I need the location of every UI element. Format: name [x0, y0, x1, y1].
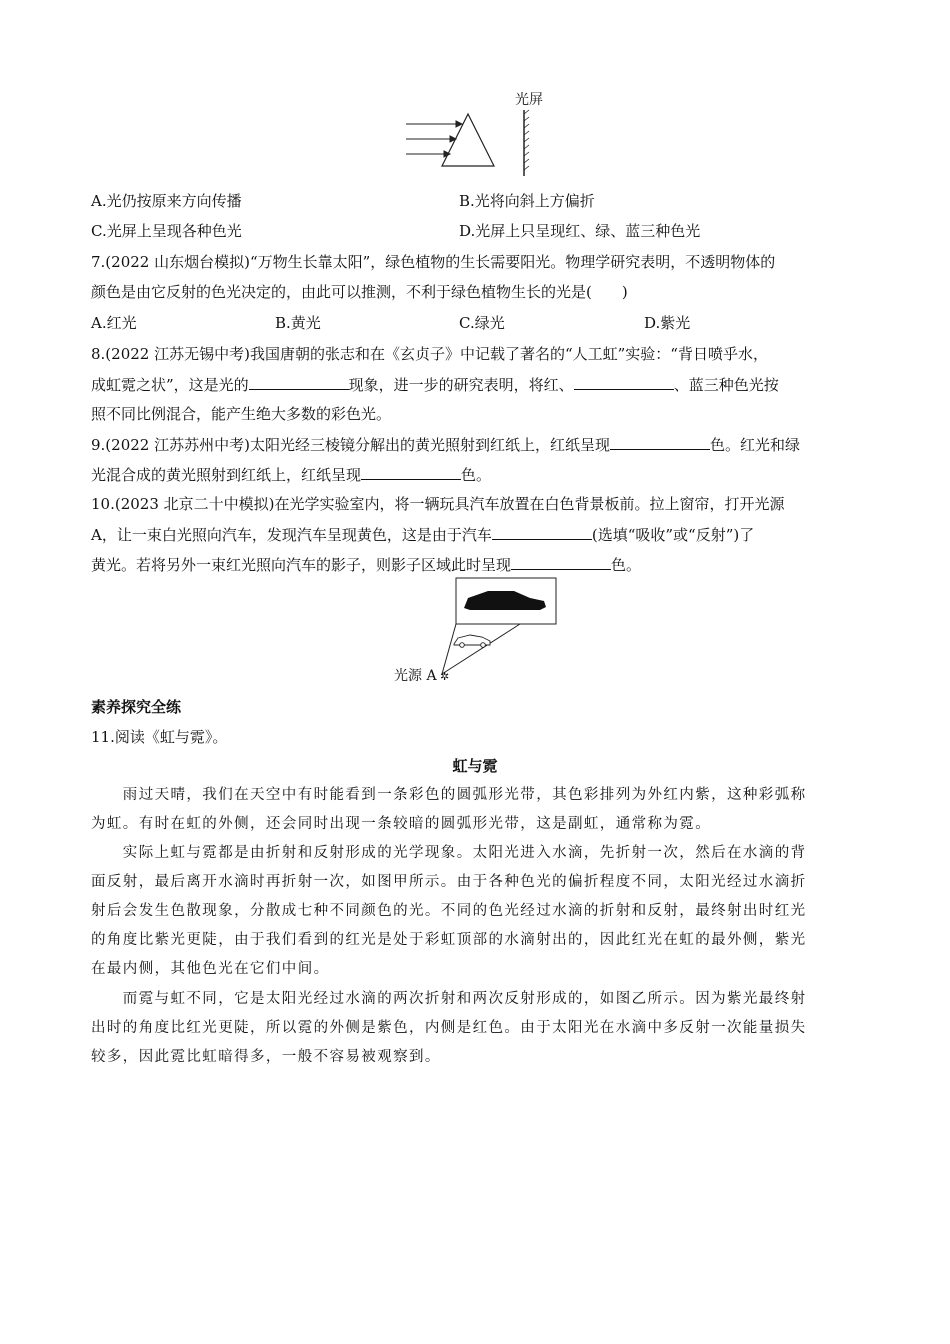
article-p2-line3: 射后会发生色散现象，分散成七种不同颜色的光。不同的色光经过水滴的折射和反射，最终射出时红光 — [91, 903, 807, 919]
q10-blank-1[interactable] — [492, 523, 592, 540]
light-rays — [406, 121, 462, 157]
article-p1-line1: 雨过天晴，我们在天空中有时能看到一条彩色的圆弧形光带，其色彩排列为外红内紫，这种彩弧称 — [91, 787, 807, 803]
article-p2-line4: 的角度比紫光更陡，由于我们看到的红光是处于彩虹顶部的水滴射出的，因此红光在虹的最外侧，紫光 — [91, 932, 807, 948]
q9-blank-2[interactable] — [361, 463, 461, 480]
q8-blank-2[interactable] — [574, 373, 674, 390]
light-source-label: 光源 A — [394, 668, 437, 684]
q8-blank-1[interactable] — [249, 373, 349, 390]
q8-text-b: 现象，进一步的研究表明，将红、 — [348, 376, 574, 394]
q8-stem-line2 — [91, 373, 779, 396]
q10-text-a: A，让一束白光照向汽车，发现汽车呈现黄色，这是由于汽车 — [91, 526, 492, 544]
q7-option-b: B.黄光 — [275, 314, 321, 332]
q6-option-a: A.光仍按原来方向传播 — [91, 192, 242, 210]
q10-stem-line1: 10.(2023 北京二十中模拟)在光学实验室内，将一辆玩具汽车放置在白色背景板前。拉上窗帘，打开光源 — [91, 495, 785, 513]
article-p3-line3: 较多，因此霓比虹暗得多，一般不容易被观察到。 — [91, 1049, 441, 1065]
q7-option-d: D.紫光 — [644, 314, 691, 332]
q7-option-c: C.绿光 — [459, 314, 505, 332]
section-heading: 素养探究全练 — [91, 698, 182, 716]
q8-stem-line1: 8.(2022 江苏无锡中考)我国唐朝的张志和在《玄贞子》中记载了著名的“人工虹”实验：“背日喷乎水， — [91, 345, 768, 363]
q9-stem-line1 — [91, 433, 800, 456]
q9-text-c: 光混合成的黄光照射到红纸上，红纸呈现 — [91, 466, 362, 484]
q9-blank-1[interactable] — [610, 433, 710, 450]
q9-text-d: 色。 — [461, 466, 492, 484]
q10-text-d: 色。 — [611, 556, 642, 574]
q10-stem-line2 — [91, 523, 754, 546]
prism-diagram — [398, 86, 558, 178]
light-beam-lines — [442, 624, 520, 674]
article-title: 虹与霓 — [452, 757, 498, 775]
car-shadow-diagram — [390, 574, 562, 686]
article-p2-line5: 在最内侧，其他色光在它们中间。 — [91, 961, 330, 977]
q9-text-b: 色。红光和绿 — [709, 436, 800, 454]
q7-stem-line2: 颜色是由它反射的色光决定的，由此可以推测，不利于绿色植物生长的光是( ) — [91, 283, 628, 301]
screen-label: 光屏 — [515, 92, 543, 108]
q7-option-a: A.红光 — [91, 314, 137, 332]
q9-stem-line2 — [91, 463, 491, 486]
q6-option-c: C.光屏上呈现各种色光 — [91, 222, 242, 240]
article-p3-line2: 出时的角度比红光更陡，所以霓的外侧是紫色，内侧是红色。由于太阳光在水滴中多反射一次能量损失 — [91, 1020, 807, 1036]
q10-stem-line3 — [91, 553, 641, 576]
q7-stem-line1: 7.(2022 山东烟台模拟)“万物生长靠太阳”，绿色植物的生长需要阳光。物理学研究表明，不透明物体的 — [91, 253, 776, 271]
q9-text-a: 9.(2022 江苏苏州中考)太阳光经三棱镜分解出的黄光照射到红纸上，红纸呈现 — [91, 436, 610, 454]
article-p1-line2: 为虹。有时在虹的外侧，还会同时出现一条较暗的圆弧形光带，这是副虹，通常称为霓。 — [91, 816, 712, 832]
q10-text-c: 黄光。若将另外一束红光照向汽车的影子，则影子区域此时呈现 — [91, 556, 512, 574]
article-p2-line2: 面反射，最后离开水滴时再折射一次，如图甲所示。由于各种色光的偏折程度不同，太阳光经过水滴折 — [91, 874, 807, 890]
article-p2-line1: 实际上虹与霓都是由折射和反射形成的光学现象。太阳光进入水滴，先折射一次，然后在水滴的背 — [91, 845, 807, 861]
q8-stem-line3: 照不同比例混合，能产生绝大多数的彩色光。 — [91, 405, 392, 423]
q8-text-c: 、蓝三种色光按 — [673, 376, 779, 394]
toy-car — [454, 635, 490, 647]
q10-text-b: (选填“吸收”或“反射”)了 — [591, 526, 755, 544]
q8-text-a: 成虹霓之状”，这是光的 — [91, 376, 249, 394]
article-p3-line1: 而霓与虹不同，它是太阳光经过水滴的两次折射和两次反射形成的，如图乙所示。因为紫光最终射 — [91, 991, 807, 1007]
q6-option-d: D.光屏上只呈现红、绿、蓝三种色光 — [459, 222, 701, 240]
q11-intro: 11.阅读《虹与霓》。 — [91, 728, 228, 746]
star-icon: ✲ — [440, 670, 450, 683]
light-screen — [524, 110, 529, 176]
q10-blank-2[interactable] — [511, 553, 611, 570]
q6-option-b: B.光将向斜上方偏折 — [459, 192, 595, 210]
